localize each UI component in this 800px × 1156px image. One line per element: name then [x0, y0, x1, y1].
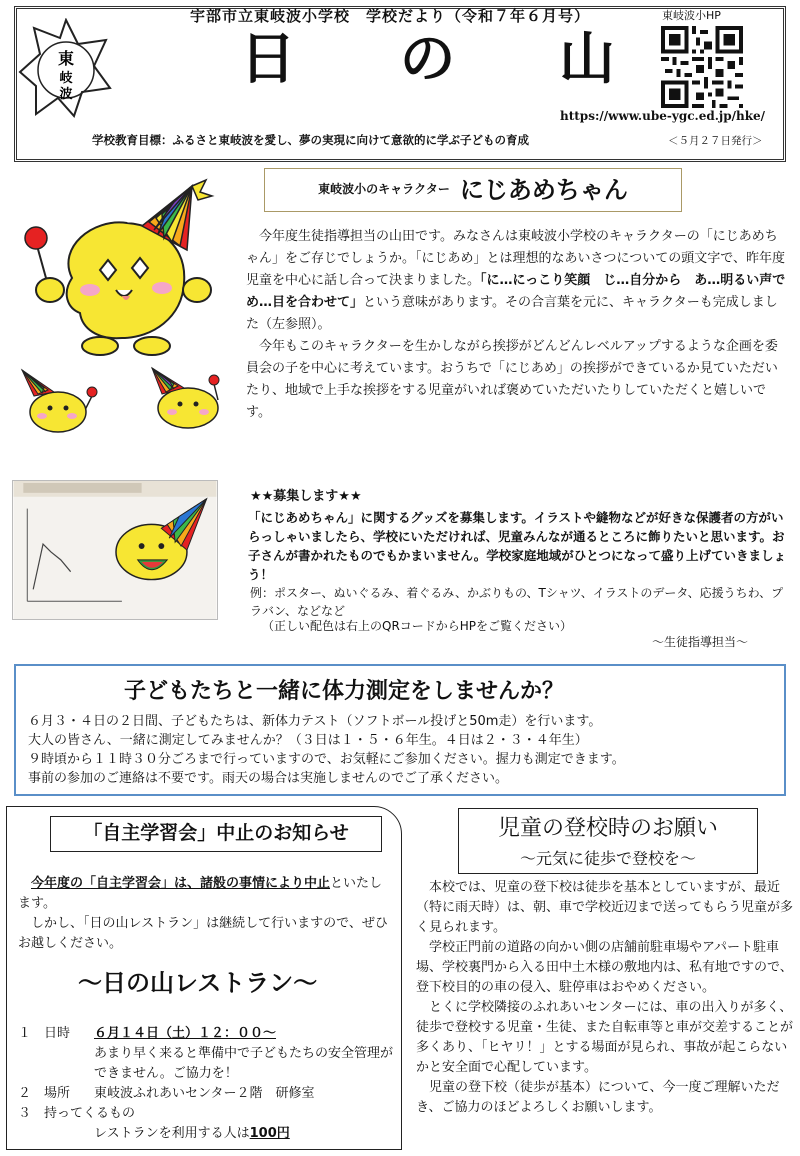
greeting-motto: 「に…にっこり笑顔 じ…自分から あ…明るい声で め…目を合わせて」: [246, 273, 799, 310]
character-paragraph: 今年もこのキャラクターを生かしながら挨拶がどんどんレベルアップするような企画を委員会の子を中心に考えています。おうちで「にじあめ」の挨拶ができているか見ていただいたり、地域で上手な挨拶をする児童がいれば褒めていただいたりしていただくと嬉しいです。: [246, 339, 778, 420]
nijiame-chan-character: [12, 178, 242, 358]
recruit-examples: 例：ポスター、ぬいぐるみ、着ぐるみ、かぶりもの、Tシャツ、イラストのデータ、応援うちわ、プラバン、などなど: [250, 586, 784, 618]
fitness-line: 大人の皆さん、一緒に測定してみませんか？（３日は１・５・６年生。４日は２・３・４年生）: [28, 733, 588, 748]
info-text: レストランを利用する人は: [94, 1126, 250, 1141]
commute-title: 児童の登校時のお願い: [497, 816, 718, 841]
recruit-heading: ★★募集します★★: [250, 489, 362, 504]
nijiame-chan-small-character: [14, 366, 104, 436]
character-poster-photo: [12, 480, 218, 620]
study-text: といたします。: [18, 876, 383, 911]
issue-date: ＜５月２７日発行＞: [668, 135, 763, 147]
study-paragraph: [18, 874, 394, 914]
fitness-body: [28, 712, 778, 788]
character-text: という意味があります。その合言葉を元に、キャラクターも完成しました（左参照）。: [246, 295, 778, 332]
commute-title-box: [458, 808, 758, 874]
info-label: 場所: [44, 1086, 71, 1101]
school-goal: 学校教育目標：ふるさと東岐波を愛し、夢の実現に向けて意欲的に学ぶ子どもの育成: [92, 133, 529, 147]
info-label: 日時: [44, 1026, 71, 1041]
info-row-date: [18, 1024, 398, 1044]
info-label: 持ってくるもの: [44, 1106, 136, 1121]
study-notice-body: [18, 874, 394, 954]
info-place-value: 東岐波ふれあいセンター２階 研修室: [94, 1086, 315, 1101]
restaurant-title: ～日の山レストラン～: [78, 969, 318, 997]
commute-paragraph: 本校では、児童の登下校は徒歩を基本としていますが、最近（特に雨天時）は、朝、車で学校近辺まで送ってもらう児童が多く見られます。: [416, 880, 794, 935]
commute-paragraph: とくに学校隣接のふれあいセンターには、車の出入りが多く、徒歩で登校する児童・生徒、また自転車等と車が交差することが多くあり、「ヒヤリ！」とする場面が見られ、事故が起こらないかと安全面で心配しています。: [416, 1000, 794, 1075]
qr-code-icon[interactable]: [660, 26, 744, 108]
study-notice-title: 「自主学習会」中止のお知らせ: [50, 816, 382, 852]
fitness-line: ６月３・４日の２日間、子どもたちは、新体力テスト（ソフトボール投げと50m走）を行います。: [28, 714, 602, 729]
hp-label: 東岐波小HP: [662, 9, 721, 22]
fitness-title: 子どもたちと一緒に体力測定をしませんか？: [124, 679, 565, 704]
character-text: 今年度生徒指導担当の山田です。みなさんは東岐波小学校のキャラクターの「にじあめちゃん」をご存じでしょうか。「にじあめ」とは理想的なあいさつについての頭文字で、昨年度児童を中心に話し合って決まりました。: [246, 229, 785, 288]
commute-paragraph: 児童の登下校（徒歩が基本）について、今一度ご理解いただき、ご協力のほどよろしくお願いします。: [416, 1080, 780, 1115]
character-name: にじあめちゃん: [459, 175, 628, 204]
info-note: [18, 1124, 398, 1144]
character-article: [246, 226, 799, 424]
svg-text:東: 東: [57, 49, 75, 68]
svg-text:岐: 岐: [59, 71, 73, 86]
study-cancel-text: 今年度の「自主学習会」は、諸般の事情により中止: [31, 876, 331, 891]
info-note: あまり早く来ると準備中で子どもたちの安全管理ができません。ご協力を！: [94, 1046, 394, 1081]
info-number: ２: [18, 1086, 32, 1101]
info-row-place: [18, 1084, 398, 1104]
recruit-note: （正しい配色は右上のQRコードからHPをご覧ください）: [262, 619, 573, 633]
info-row-bring: [18, 1104, 398, 1124]
recruit-body: 「にじあめちゃん」に関するグッズを募集します。イラストや縫物などが好きな保護者の方がいらっしゃいましたら、学校にいただければ、児童みんなが通るところに飾りたいと思います。お子さんが書かれたものでもかまいません。学校家庭地域がひとつになって盛り上げていきましょう！: [248, 510, 787, 582]
fitness-line: 事前の参加のご連絡は不要です。雨天の場合は実施しませんのでご了承ください。: [28, 771, 508, 786]
newsletter-title: 日 の 山: [240, 27, 657, 92]
character-paragraph: [246, 226, 799, 336]
school-emblem-icon: [16, 18, 116, 118]
commute-paragraph: 学校正門前の道路の向かい側の店舗前駐車場やアパート駐車場、学校裏門から入る田中土木様の敷地内は、私有地ですので、登下校目的の車の侵入、駐停車はおやめください。: [416, 940, 793, 995]
commute-article: [416, 878, 794, 1118]
character-title-box: [264, 168, 682, 212]
recruit-signature: ～生徒指導担当～: [652, 635, 749, 649]
character-title-label: 東岐波小のキャラクター: [318, 182, 450, 197]
info-date-value: ６月１４日（土）１２：００～: [94, 1026, 277, 1041]
school-line: 宇部市立東岐波小学校 学校だより（令和７年６月号）: [190, 7, 591, 25]
svg-text:波: 波: [59, 87, 73, 102]
fitness-line: ９時頃から１１時３０分ごろまで行っていますので、お気軽にご参加ください。握力も測定できます。: [28, 752, 625, 767]
info-number: ３: [18, 1106, 32, 1121]
study-paragraph: しかし、「日の山レストラン」は継続して行いますので、ぜひお越しください。: [18, 916, 388, 951]
restaurant-info-list: [18, 1024, 398, 1144]
commute-subtitle: ～元気に徒歩で登校を～: [519, 848, 696, 868]
info-price: 100円: [249, 1126, 290, 1141]
school-url-link[interactable]: https://www.ube-ygc.ed.jp/hke/: [560, 109, 766, 123]
info-number: １: [18, 1026, 32, 1041]
nijiame-chan-small-character: [148, 362, 248, 434]
